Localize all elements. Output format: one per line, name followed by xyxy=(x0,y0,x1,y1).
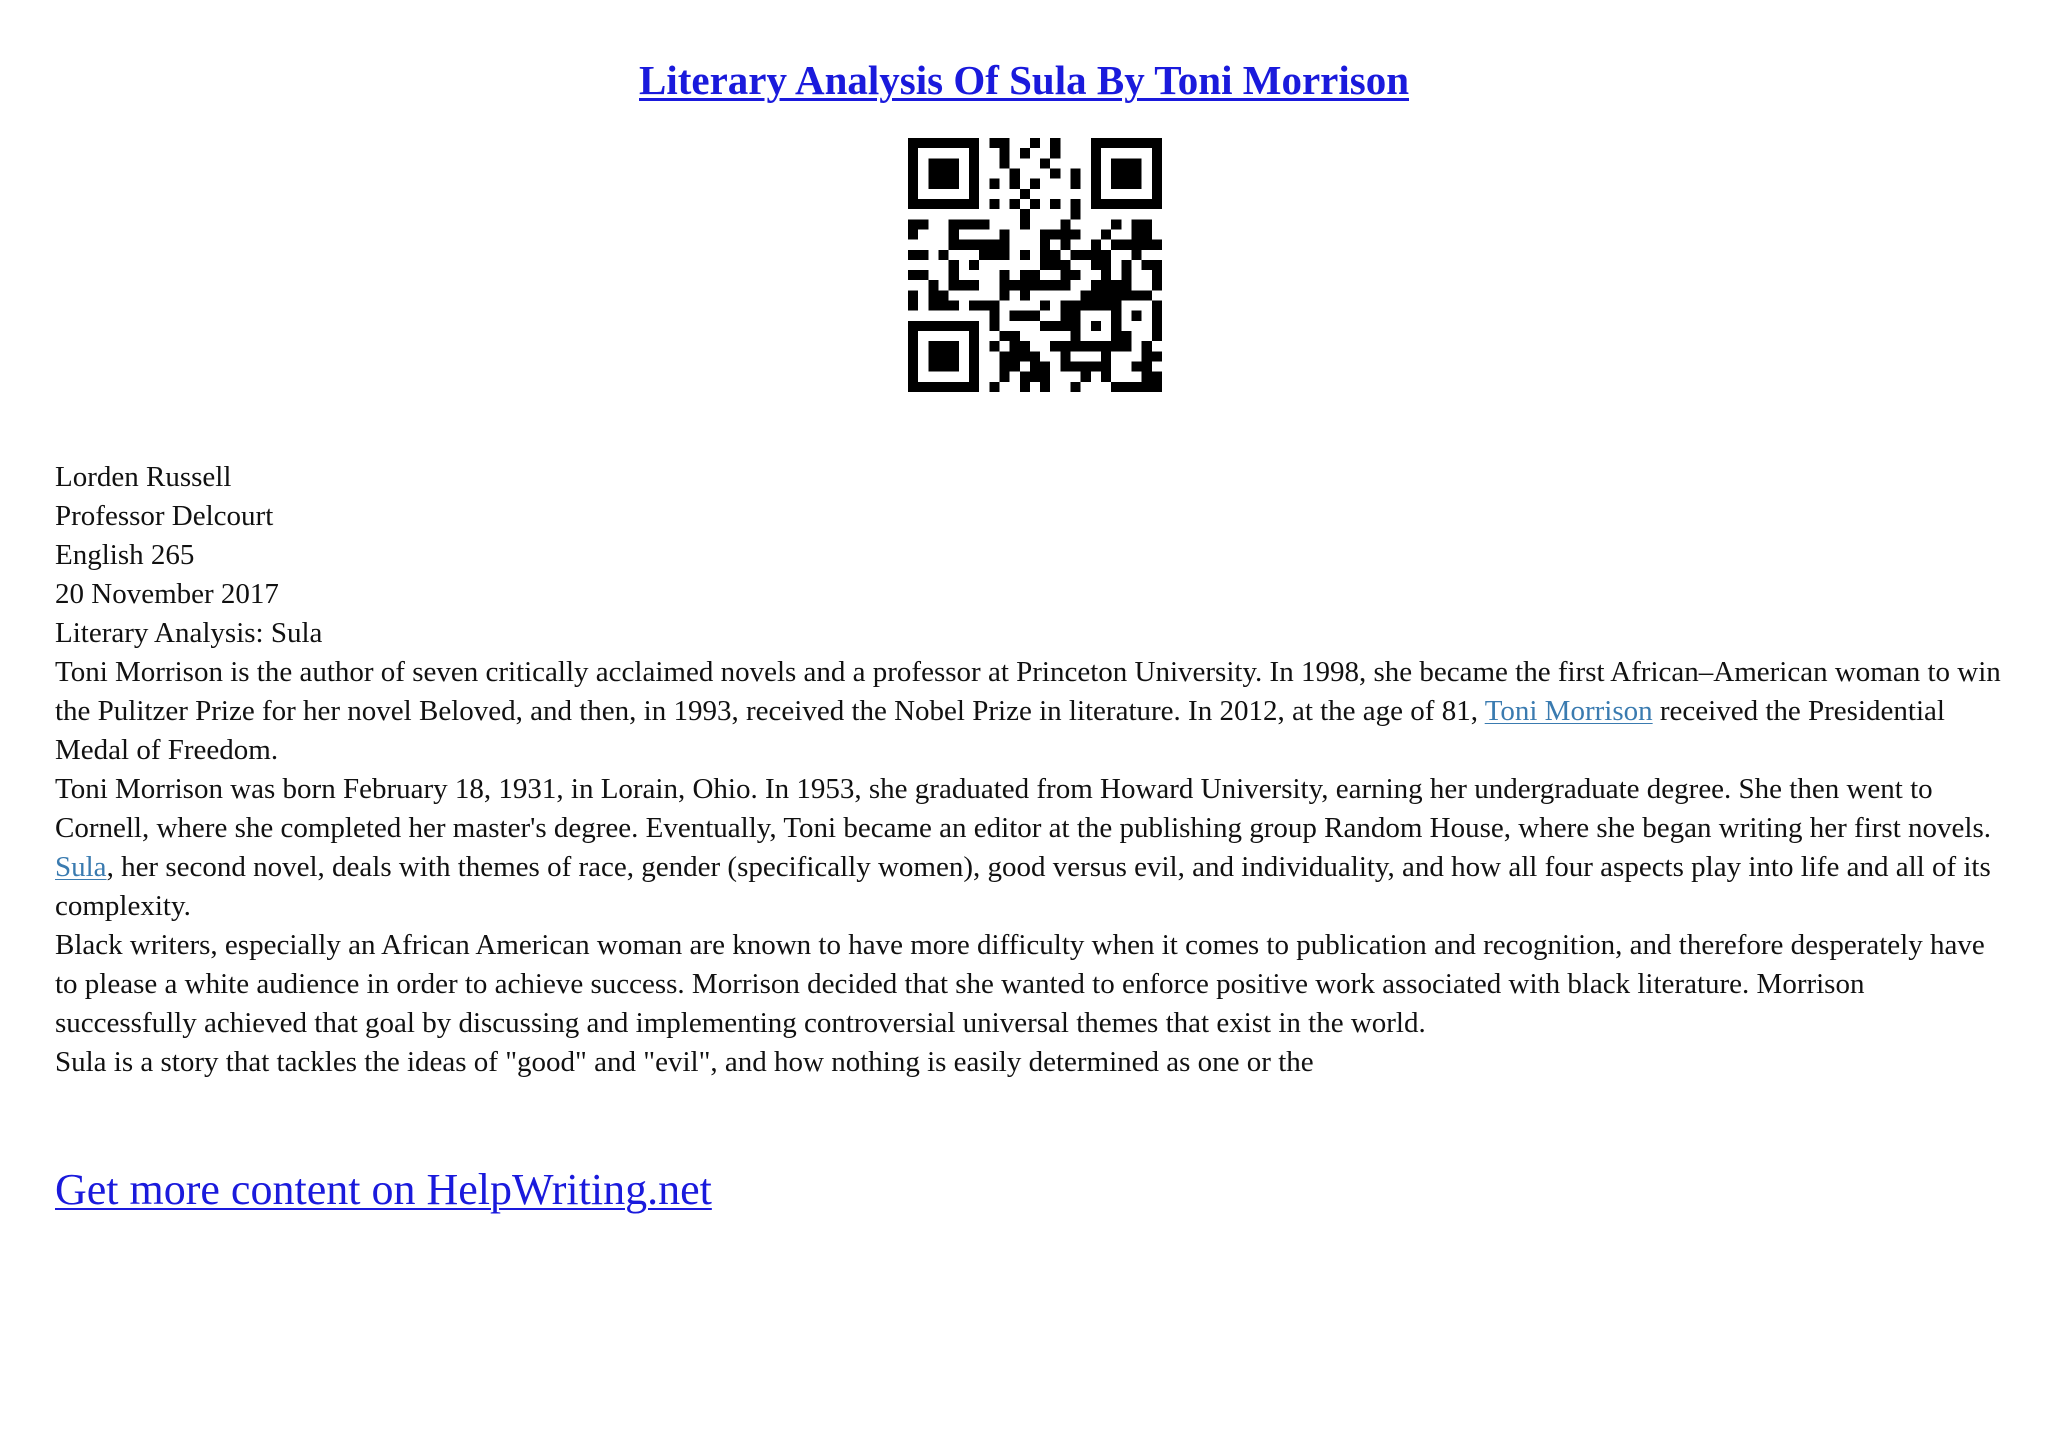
paragraph-1-text-end: received the Presidential Medal of Freedom. xyxy=(55,695,1945,766)
page-title xyxy=(0,52,2048,108)
footer-promo xyxy=(55,1162,712,1218)
paragraph-2-text-start: Toni Morrison was born February 18, 1931, in Lorain, Ohio. In 1953, she graduated from Howard University, earning her undergraduate degree. She then went to Cornell, where she completed her master's degree. Eventually, Toni became an editor at the publishing group Random House, where she began writing her first novels. xyxy=(55,773,1991,844)
paragraph-1-text-start: Toni Morrison is the author of seven critically acclaimed novels and a professor at Princeton University. In 1998, she became the first African–American woman to win the Pulitzer Prize for her novel Beloved, and then, in 1993, received the Nobel Prize in literature. In 2012, at the age of 81, xyxy=(55,656,2001,727)
document-heading: Literary Analysis: Sula xyxy=(55,617,323,649)
document-date: 20 November 2017 xyxy=(55,578,279,610)
sula-link[interactable]: Sula xyxy=(55,851,107,883)
paragraph-1 xyxy=(55,653,2005,770)
course-name: English 265 xyxy=(55,539,195,571)
author-name: Lorden Russell xyxy=(55,461,232,493)
paragraph-3: Black writers, especially an African American woman are known to have more difficulty when it comes to publication and recognition, and therefore desperately have to please a white audience in order to achieve success. Morrison decided that she wanted to enforce positive work associated with black literature. Morrison successfully achieved that goal by discussing and implementing controversial universal themes that exist in the world. xyxy=(55,929,1985,1039)
toni-morrison-link[interactable]: Toni Morrison xyxy=(1484,695,1653,727)
document-body xyxy=(55,458,2005,1082)
paragraph-2-text-end: , her second novel, deals with themes of race, gender (specifically women), good versus evil, and individuality, and how all four aspects play into life and all of its complexity. xyxy=(55,851,1991,922)
helpwriting-link[interactable]: Get more content on HelpWriting.net xyxy=(55,1165,712,1214)
paragraph-2 xyxy=(55,770,2005,926)
professor-name: Professor Delcourt xyxy=(55,500,274,532)
qr-code-icon xyxy=(908,138,1162,392)
paragraph-4: Sula is a story that tackles the ideas of "good" and "evil", and how nothing is easily determined as one or the xyxy=(55,1046,1314,1078)
title-link[interactable]: Literary Analysis Of Sula By Toni Morrison xyxy=(639,57,1409,103)
